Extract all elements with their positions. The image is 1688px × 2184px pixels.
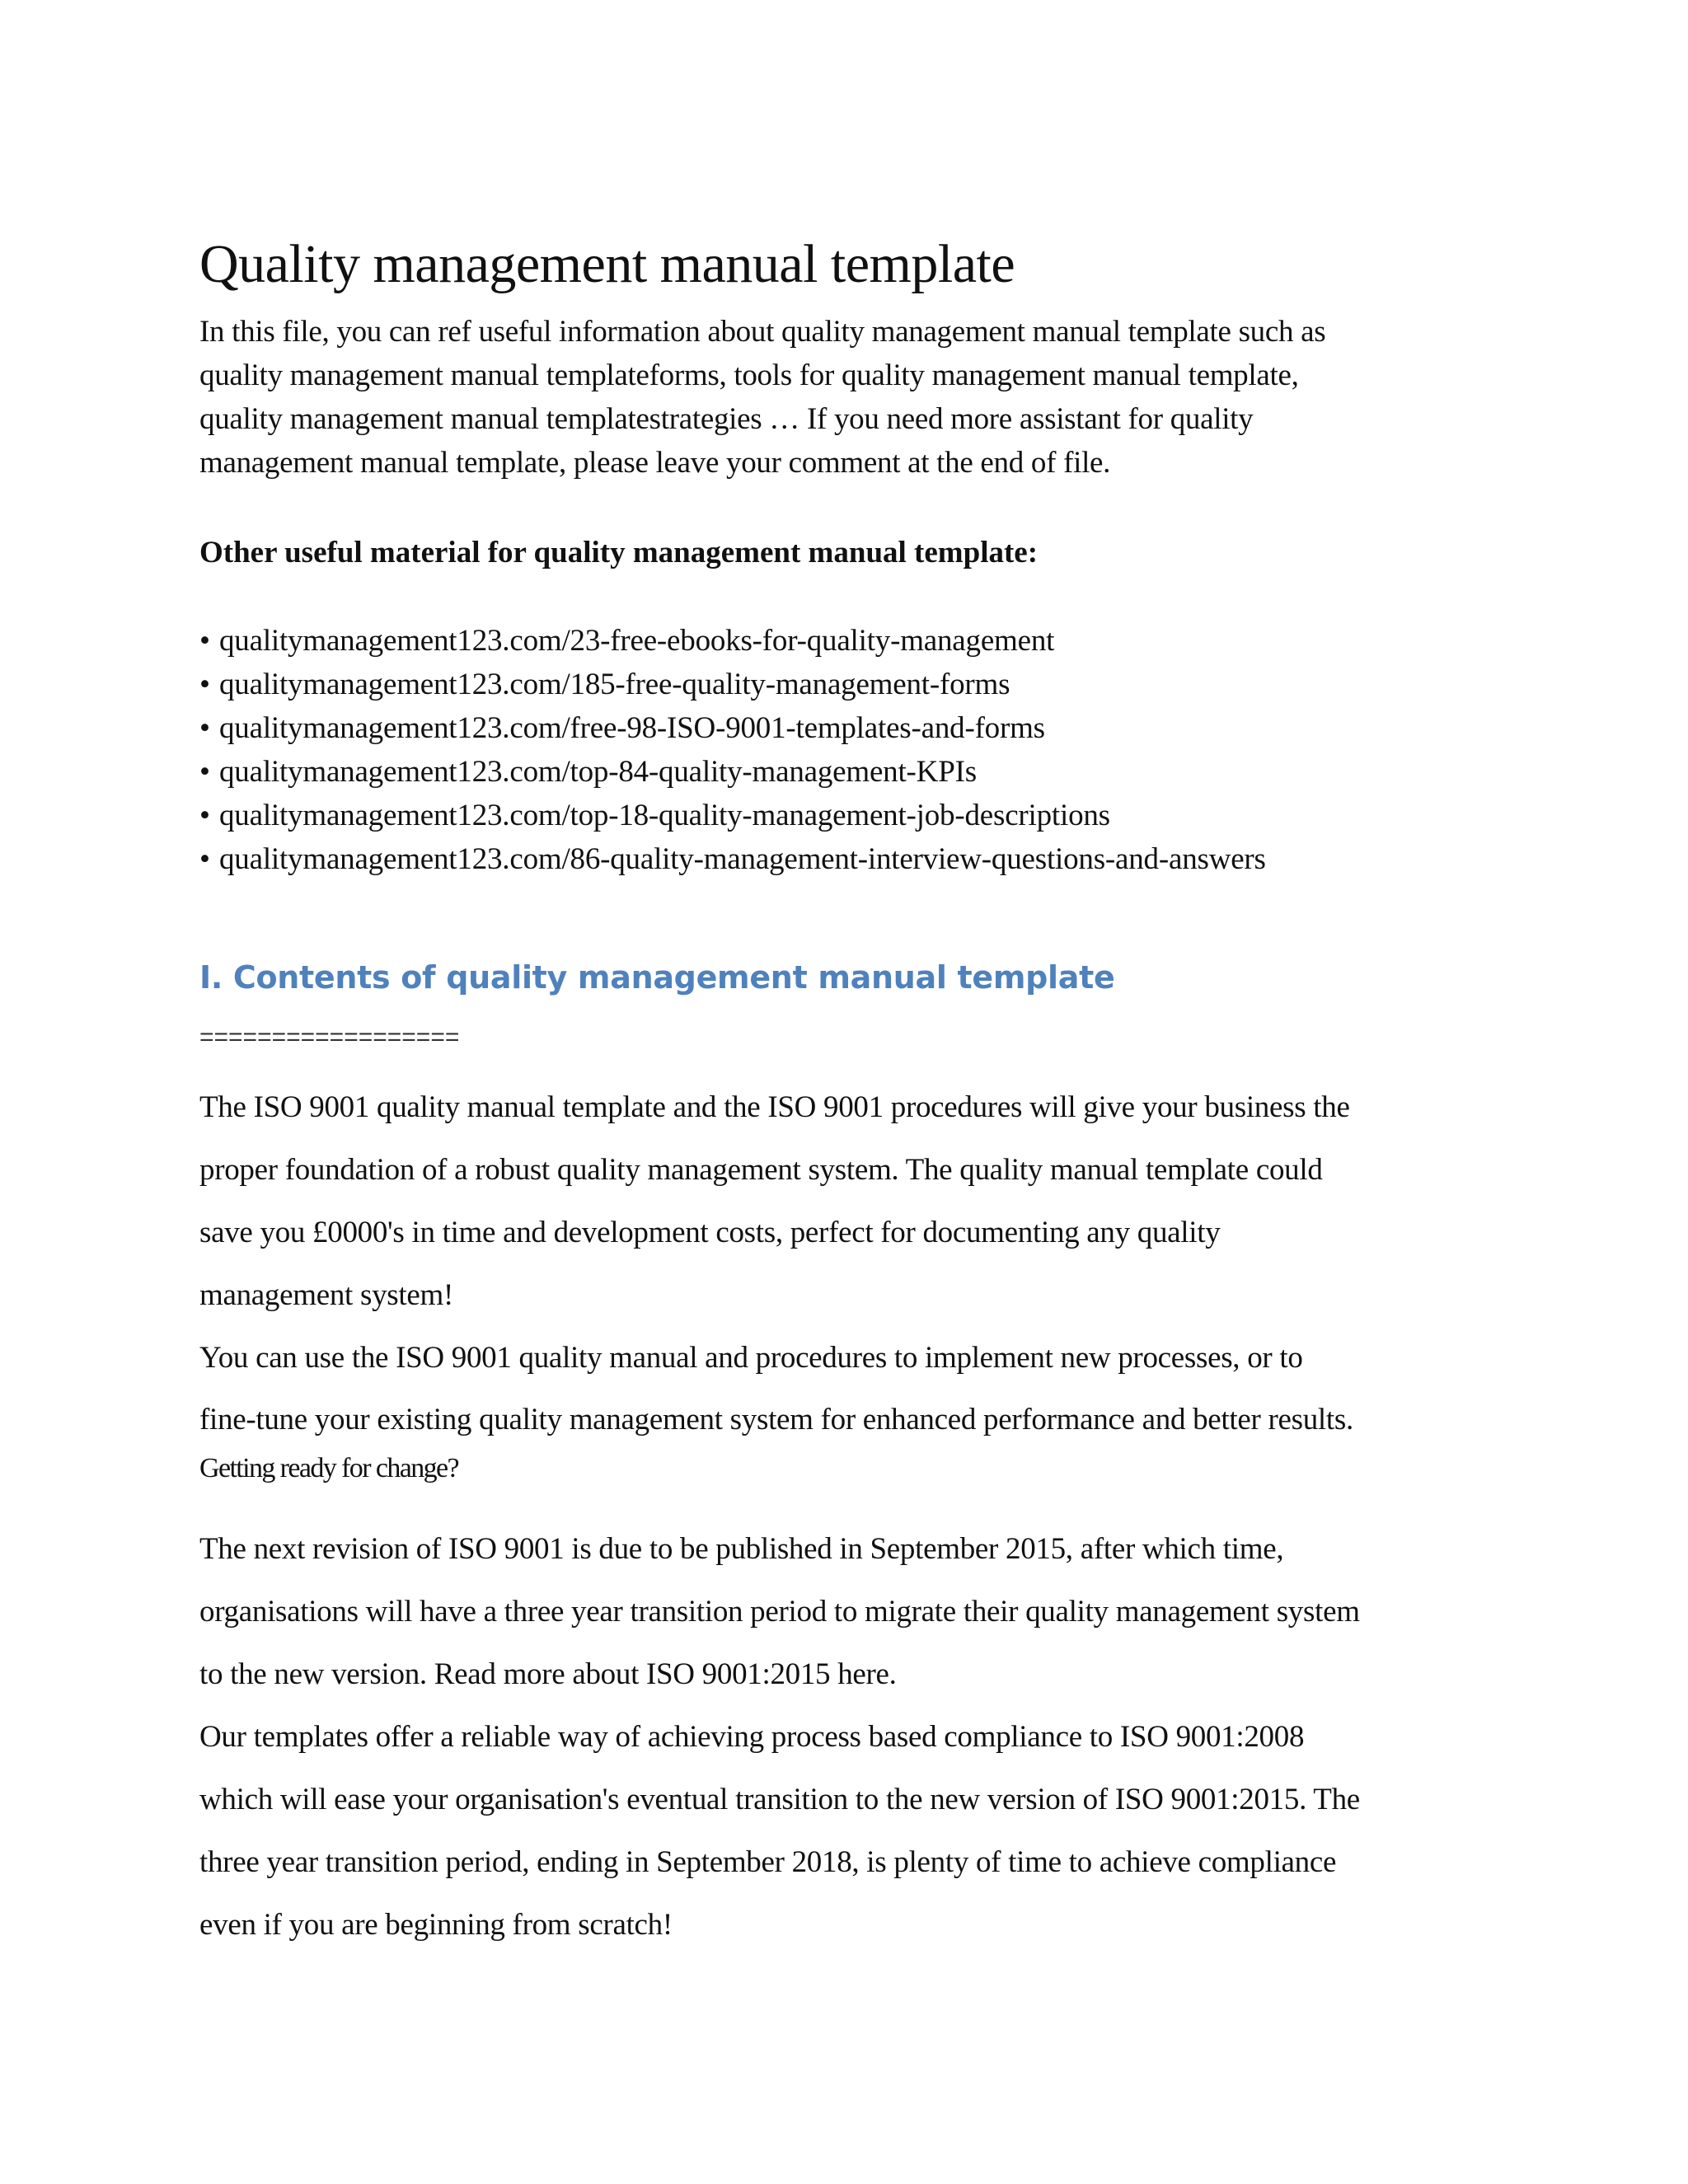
body-line: The ISO 9001 quality manual template and the ISO 9001 procedures will give your business the xyxy=(199,1090,1350,1124)
resource-link-item[interactable] xyxy=(199,794,1266,837)
resource-link-text[interactable]: qualitymanagement123.com/free-98-ISO-9001-templates-and-forms xyxy=(219,711,1045,745)
intro-line: management manual template, please leave your comment at the end of file. xyxy=(199,446,1111,480)
resource-link-item[interactable] xyxy=(199,750,1266,794)
body-line: Our templates offer a reliable way of achieving process based compliance to ISO 9001:2008 xyxy=(199,1720,1305,1754)
bullet-glyph: • xyxy=(199,668,210,701)
other-material-heading: Other useful material for quality management manual template: xyxy=(199,536,1039,569)
intro-line: quality management manual templateforms, tools for quality management manual template, xyxy=(199,359,1299,392)
bullet-glyph: • xyxy=(199,624,210,658)
body-line: which will ease your organisation's eventual transition to the new version of ISO 9001:2015. The xyxy=(199,1783,1360,1816)
bullet-glyph: • xyxy=(199,799,210,832)
intro-paragraph xyxy=(199,310,1502,485)
paragraph-iso-template xyxy=(199,1076,1502,1487)
body-line: to the new version. Read more about ISO 9001:2015 here. xyxy=(199,1657,897,1691)
body-line: organisations will have a three year transition period to migrate their quality management system xyxy=(199,1595,1360,1629)
section-heading: I. Contents of quality management manual template xyxy=(199,958,1115,996)
body-line: You can use the ISO 9001 quality manual and procedures to implement new processes, or to xyxy=(199,1341,1303,1375)
body-line: management system! xyxy=(199,1278,453,1312)
body-line: save you £0000's in time and development costs, perfect for documenting any quality xyxy=(199,1216,1221,1249)
resource-link-text[interactable]: qualitymanagement123.com/top-18-quality-management-job-descriptions xyxy=(219,799,1110,832)
getting-ready-line: Getting ready for change? xyxy=(199,1453,458,1483)
resource-link-text[interactable]: qualitymanagement123.com/185-free-quality-management-forms xyxy=(219,668,1010,701)
divider-line: ================== xyxy=(199,1024,460,1051)
resource-link-item[interactable] xyxy=(199,619,1266,663)
document-title: Quality management manual template xyxy=(199,234,1015,295)
bullet-glyph: • xyxy=(199,755,210,789)
body-line: even if you are beginning from scratch! xyxy=(199,1908,673,1942)
body-line: fine-tune your existing quality management system for enhanced performance and better results. xyxy=(199,1403,1353,1436)
resource-link-text[interactable]: qualitymanagement123.com/top-84-quality-management-KPIs xyxy=(219,755,977,789)
body-line: The next revision of ISO 9001 is due to be published in September 2015, after which time, xyxy=(199,1532,1284,1566)
resource-link-list xyxy=(199,619,1266,881)
resource-link-text[interactable]: qualitymanagement123.com/23-free-ebooks-for-quality-management xyxy=(219,624,1055,658)
paragraph-iso-revision xyxy=(199,1518,1502,1957)
resource-link-item[interactable] xyxy=(199,663,1266,706)
resource-link-item[interactable] xyxy=(199,706,1266,750)
resource-link-text[interactable]: qualitymanagement123.com/86-quality-management-interview-questions-and-answers xyxy=(219,842,1266,876)
bullet-glyph: • xyxy=(199,711,210,745)
resource-link-item[interactable] xyxy=(199,837,1266,881)
intro-line: In this file, you can ref useful information about quality management manual template such as xyxy=(199,315,1326,349)
intro-line: quality management manual templatestrategies … If you need more assistant for quality xyxy=(199,402,1254,436)
body-line: three year transition period, ending in September 2018, is plenty of time to achieve compliance xyxy=(199,1845,1337,1879)
bullet-glyph: • xyxy=(199,842,210,876)
body-line: proper foundation of a robust quality management system. The quality manual template could xyxy=(199,1153,1323,1187)
